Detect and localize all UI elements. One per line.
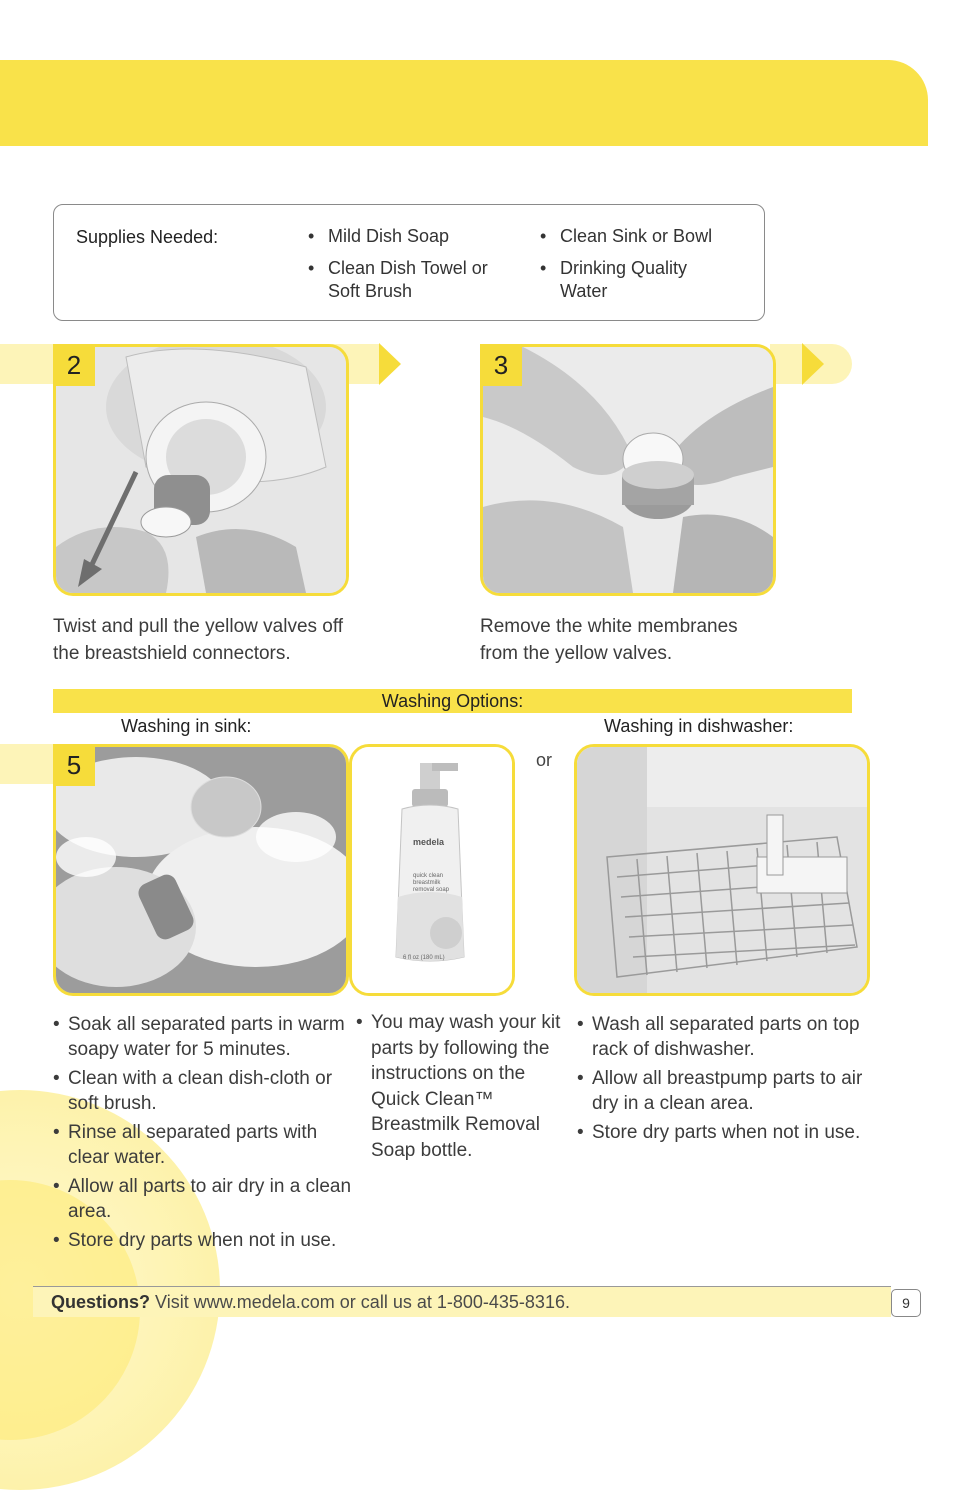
chevron-right-icon (379, 343, 401, 385)
step-strip-5 (0, 744, 60, 784)
washing-options-title: Washing Options: (53, 689, 852, 713)
dishwasher-heading: Washing in dishwasher: (604, 716, 794, 736)
soapy-water-illustration (56, 747, 346, 993)
list-item: • Wash all separated parts on top rack of dishwasher. (577, 1012, 877, 1062)
list-item: • Clean with a clean dish-cloth or soft brush. (53, 1066, 353, 1116)
step-2-photo (53, 344, 349, 596)
dishwasher-rack-illustration (577, 747, 867, 993)
supply-item: • Clean Dish Towel or Soft Brush (306, 257, 506, 303)
list-item: • Store dry parts when not in use. (53, 1228, 353, 1253)
footer-url-link[interactable]: www.medela.com (193, 1292, 335, 1312)
footer-visit: Visit (155, 1292, 189, 1312)
footer-contact (51, 1292, 570, 1313)
supplies-list-2 (538, 225, 738, 312)
membrane-removal-illustration (483, 347, 773, 593)
supply-item: • Drinking Quality Water (538, 257, 738, 303)
supply-item: • Mild Dish Soap (306, 225, 506, 248)
list-item: • Soak all separated parts in warm soapy water for 5 minutes. (53, 1012, 353, 1062)
soap-volume: 6 fl oz (180 mL) (403, 955, 445, 961)
supply-item: • Clean Sink or Bowl (538, 225, 738, 248)
footer-phone: 1-800-435-8316. (436, 1292, 570, 1312)
chevron-right-icon (802, 343, 824, 385)
step-3-caption: Remove the white membranes from the yellow valves. (480, 616, 738, 664)
supplies-box (53, 204, 765, 321)
footer-questions: Questions? (51, 1292, 151, 1312)
supplies-list-1 (306, 225, 506, 312)
sink-instructions (53, 1012, 353, 1257)
list-item: • Allow all breastpump parts to air dry in a clean area. (577, 1066, 877, 1116)
step-number: 3 (480, 344, 522, 386)
list-item: • Rinse all separated parts with clear water. (53, 1120, 353, 1170)
soap-instructions (356, 1010, 561, 1167)
soap-brand: medela (413, 837, 445, 847)
step-3-photo (480, 344, 776, 596)
or-label: or (536, 750, 553, 770)
step-number: 5 (53, 744, 95, 786)
step-number: 2 (53, 344, 95, 386)
supplies-title: Supplies Needed: (76, 227, 219, 247)
soap-bottle-photo (349, 744, 515, 996)
sink-heading: Washing in sink: (121, 716, 252, 736)
sink-photo (53, 744, 349, 996)
list-item: • Store dry parts when not in use. (577, 1120, 877, 1145)
step-2-caption: Twist and pull the yellow valves off the breastshield connectors. (53, 616, 344, 664)
page-number: 9 (891, 1289, 921, 1317)
list-item: • Allow all parts to air dry in a clean area. (53, 1174, 353, 1224)
valve-removal-illustration (56, 347, 346, 593)
soap-label: quick clean breastmilk removal soap (413, 873, 450, 893)
footer-bar (33, 1286, 891, 1317)
dishwasher-photo (574, 744, 870, 996)
footer-call: or call us at (339, 1292, 432, 1312)
list-item: • You may wash your kit parts by following the instructions on the Quick Clean™ Breastmilk Removal Soap bottle. (356, 1010, 561, 1163)
dishwasher-instructions (577, 1012, 877, 1149)
header-band (0, 60, 928, 146)
